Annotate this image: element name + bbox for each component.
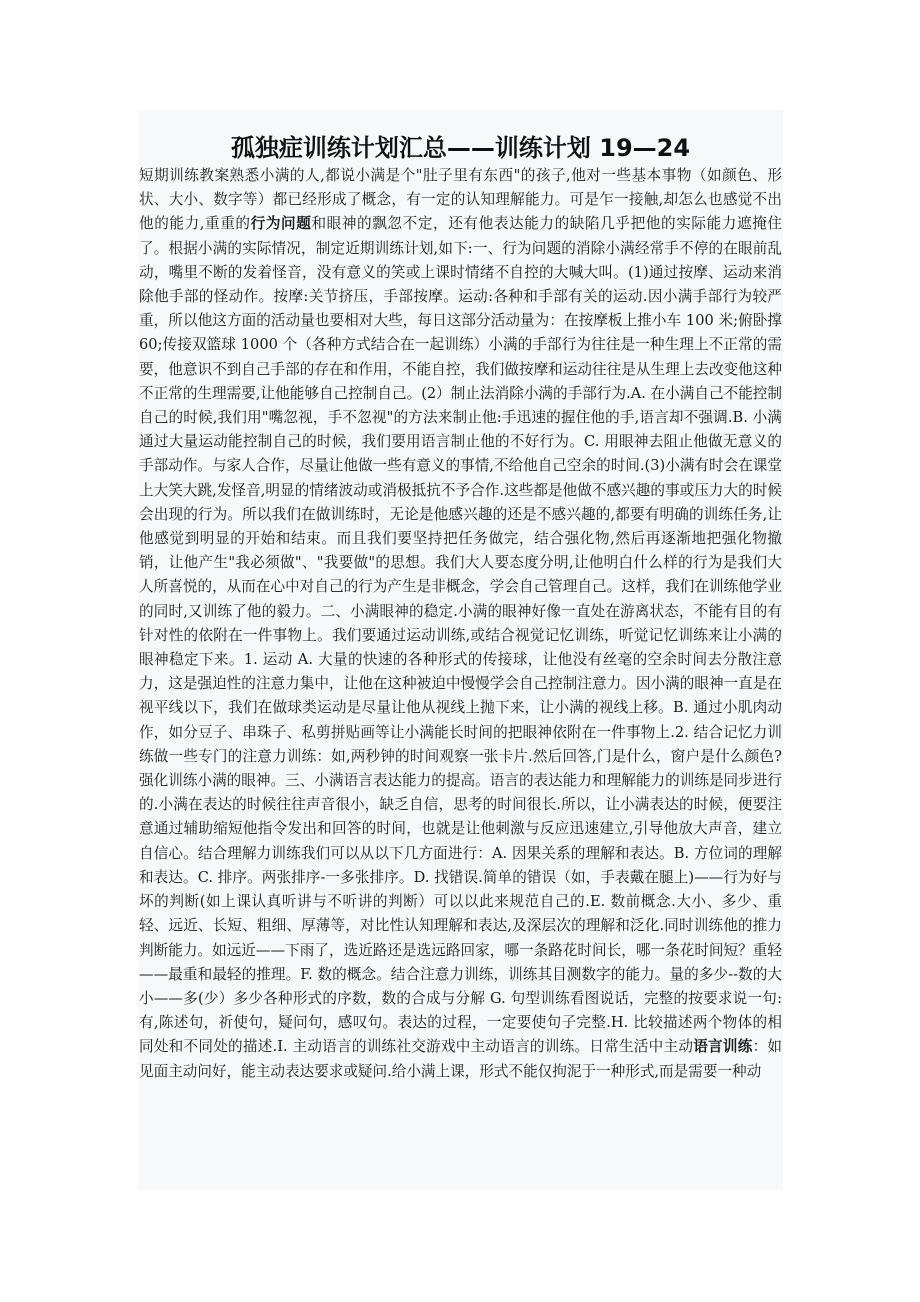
document-page [138,110,783,1190]
document-title: 孤独症训练计划汇总——训练计划 19—24 [230,134,691,162]
document-body [138,164,783,1084]
body-text-part-1: 短期训练教案熟悉小满的人,都说小满是个"肚子里有东西"的孩子,他对一些基本事物（如颜色、形状、大小、数字等）都已经形成了概念，有一定的认知理解能力。可是乍一接触,却怎么也感觉不出他的能力,重重的 [139,167,782,233]
body-text-part-3: ：如见面主动问好，能主动表达要求或疑问.给小满上课，形式不能仅拘泥于一种形式,而是需要一种动 [139,1038,782,1080]
body-bold-language-training: 语言训练 [693,1038,753,1056]
body-bold-behavior-problem: 行为问题 [250,215,312,233]
body-text-part-2: 和眼神的飘忽不定，还有他表达能力的缺陷几乎把他的实际能力遮掩住了。根据小满的实际情况，制定近期训练计划,如下:一、行为问题的消除小满经常手不停的在眼前乱动，嘴里不断的发着怪音，没有意义的笑或上课时情绪不自控的大喊大叫。(1)通过按摩、运动来消除他手部的怪动作。按摩:关节挤压，手部按摩。运动:各种和手部有关的运动.因小满手部行为较严重，所以他这方面的活动量也要相对大些，每日这部分活动量为：在按摩板上推小车 100 米;俯卧撑 60;传接双篮球 1000 个（各种方式结合在一起训练）小满的手部行为往往是一种生理上不正常的需要，他意识不到自己手部的存在和作用，不能自控，我们做按摩和运动往往是从生理上去改变他这种不正常的生理需要,让他能够自己控制自己。(2）制止法消除小满的手部行为.A. 在小满自己不能控制自己的时候,我们用"嘴忽视，手不忽视"的方法来制止他:手迅速的握住他的手,语言却不强调.B. 小满通过大量运动能控制自己的时候，我们要用语言制止他的不好行为。C. 用眼神去阻止他做无意义的手部动作。与家人合作，尽量让他做一些有意义的事情,不给他自己空余的时间.(3)小满有时会在课堂上大笑大跳,发怪音,明显的情绪波动或消极抵抗不予合作.这些都是他做不感兴趣的事或压力大的时候会出现的行为。所以我们在做训练时，无论是他感兴趣的还是不感兴趣的,都要有明确的训练任务,让他感觉到明显的开始和结束。而且我们要坚持把任务做完，结合强化物,然后再逐渐地把强化物撤销，让他产生"我必须做"、"我要做"的思想。我们大人要态度分明,让他明白什么样的行为是我们大人所喜悦的，从而在心中对自己的行为产生是非概念，学会自己管理自己。这样，我们在训练他学业的同时,又训练了他的毅力。二、小满眼神的稳定.小满的眼神好像一直处在游离状态，不能有目的有针对性的依附在一件事物上。我们要通过运动训练,或结合视觉记忆训练，听觉记忆训练来让小满的眼神稳定下来。1. 运动 A. 大量的快速的各种形式的传接球，让他没有丝毫的空余时间去分散注意力，这是强迫性的注意力集中，让他在这种被迫中慢慢学会自己控制注意力。因小满的眼神一直是在视平线以下，我们在做球类运动是尽量让他从视线上抛下来，让小满的视线上移。B. 通过小肌肉动作，如分豆子、串珠子、私剪拼贴画等让小满能长时间的把眼神依附在一件事物上.2. 结合记忆力训练做一些专门的注意力训练：如,两秒钟的时间观察一张卡片.然后回答,门是什么，窗户是什么颜色?强化训练小满的眼神。三、小满语言表达能力的提高。语言的表达能力和理解能力的训练是同步进行的.小满在表达的时候往往声音很小，缺乏自信，思考的时间很长.所以，让小满表达的时候，便要注意通过辅助缩短他指令发出和回答的时间，也就是让他刺激与反应迅速建立,引导他放大声音，建立自信心。结合理解力训练我们可以从以下几方面进行：A. 因果关系的理解和表达。B. 方位词的理解和表达。C. 排序。两张排序-一多张排序。D. 找错误.简单的错误（如，手表戴在腿上)——行为好与坏的判断(如上课认真听讲与不听讲的判断）可以以此来规范自己的.E. 数前概念.大小、多少、重轻、远近、长短、粗细、厚薄等，对比性认知理解和表达,及深层次的理解和泛化.同时训练他的推力判断能力。如远近——下雨了，选近路还是选远路回家，哪一条路花时间长，哪一条花时间短？重轻——最重和最轻的推理。F. 数的概念。结合注意力训练，训练其目测数字的能力。量的多少--数的大小——多(少）多少各种形式的序数，数的合成与分解 G. 句型训练看图说话，完整的按要求说一句:有,陈述句，祈使句，疑问句，感叹句。表达的过程，一定要使句子完整.H. 比较描述两个物体的相同处和不同处的描述.I. 主动语言的训练社交游戏中主动语言的训练。日常生活中主动 [139,215,782,1056]
